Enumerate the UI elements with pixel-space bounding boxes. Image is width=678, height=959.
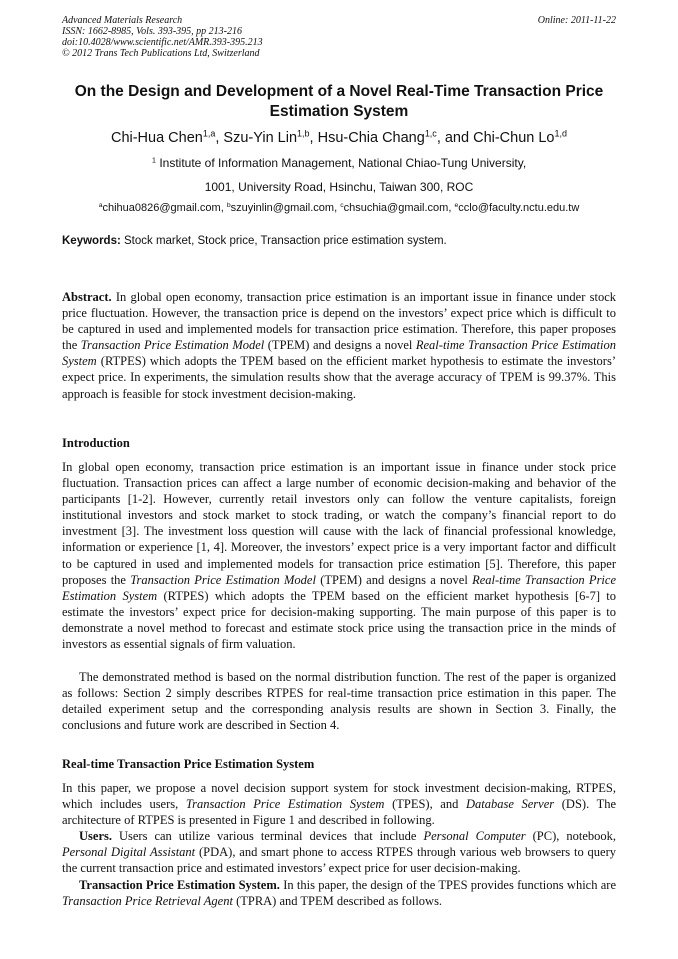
author-name: Hsu-Chia Chang: [317, 130, 425, 146]
introduction-heading: Introduction: [62, 436, 130, 450]
author-separator: ,: [309, 130, 318, 146]
journal-copyright: © 2012 Trans Tech Publications Ltd, Switzerland: [62, 48, 260, 59]
email-mark: e: [454, 201, 459, 209]
body-text: In this paper, we propose a novel decision support system for stock investment decision-making, RTPES, which includes users,: [62, 781, 616, 812]
email-address: cclo@faculty.nctu.edu.tw: [458, 202, 580, 214]
body-term: Personal Computer: [423, 829, 526, 843]
body-text: (TPES), and: [392, 797, 459, 812]
body-text: (RTPES) which adopts the TPEM based on the efficient market hypothesis [6-7] to estimate the investors’ expect price for decision-making supporting. The main purpose of this paper is to demonstrate a novel method to forecast and estimate stock price using the transaction price in the minds of investors as essential signals of firm valuation.: [62, 588, 616, 652]
body-text: In this paper, the design of the TPES provides functions which are: [283, 878, 616, 892]
email-separator: ,: [334, 202, 341, 214]
author-name: Chi-Hua Chen: [110, 130, 203, 146]
introduction-paragraph-2: The demonstrated method is based on the normal distribution function. The rest of the paper is organized as follows: Section 2 simply describes RTPES for real-time transaction price estimation in this paper. The detailed experiment setup and the corresponding analysis results are shown in Section 3. Finally, the conclusions and future work are described in Section 4.: [62, 670, 616, 733]
rtpes-paragraph-1: [62, 780, 616, 828]
body-text: (DS). The architecture of RTPES is presented in Figure 1 and described in following.: [62, 797, 617, 828]
abstract-label: Abstract.: [62, 290, 112, 304]
author-name: Szu-Yin Lin: [223, 130, 298, 146]
body-text: (TPRA) and TPEM described as follows.: [236, 894, 443, 909]
users-paragraph: [62, 828, 616, 876]
email-mark: b: [226, 201, 231, 209]
affiliation-mark: 1: [151, 155, 156, 165]
body-term: Transaction Price Retrieval Agent: [62, 894, 233, 909]
author-affiliation-mark: 1,b: [297, 128, 310, 139]
email-separator: ,: [220, 202, 227, 214]
body-term: Transaction Price Estimation Model: [130, 572, 316, 587]
introduction-paragraph-1: [62, 459, 616, 652]
abstract-text: (TPEM) and designs a novel: [267, 338, 413, 353]
online-date: Online: 2011-11-22: [537, 15, 616, 26]
journal-doi: doi:10.4028/www.scientific.net/AMR.393-395.213: [62, 37, 263, 48]
abstract-term: Transaction Price Estimation Model: [80, 338, 265, 353]
body-text: (TPEM) and designs a novel: [320, 572, 468, 587]
abstract-text: In global open economy, transaction price estimation is an important issue in finance under stock price fluctuation. However, the transaction price is depend on the investors’ expect price which is difficult to be captured in used and implemented models for transaction price estimation. Therefore, this paper proposes the: [62, 290, 616, 353]
body-text: (PDA), and smart phone to access RTPES through various web browsers to query the current transaction price and estimated investors’ expect price for user decision-making.: [62, 845, 616, 876]
body-text: (PC), notebook,: [532, 829, 617, 843]
email-mark: c: [340, 201, 344, 209]
keywords-label: Keywords:: [62, 235, 121, 247]
affiliation-line-1: [20, 156, 658, 170]
affiliation-text: Institute of Information Management, National Chiao-Tung University,: [159, 156, 527, 170]
body-term: Personal Digital Assistant: [62, 845, 196, 860]
email-address: szuyinlin@gmail.com: [230, 202, 335, 214]
users-label: Users.: [79, 829, 112, 843]
author-name: Chi-Chun Lo: [473, 130, 555, 146]
email-address: chihua0826@gmail.com: [102, 202, 221, 214]
email-separator: ,: [448, 202, 455, 214]
author-affiliation-mark: 1,a: [202, 128, 216, 139]
body-text: Users can utilize various terminal devices that include: [118, 829, 417, 843]
abstract-term: Real-time Transaction Price Estimation System: [62, 338, 616, 369]
author-separator: , and: [436, 130, 474, 146]
author-affiliation-mark: 1,d: [554, 128, 568, 139]
abstract-text: (RTPES) which adopts the TPEM based on the efficient market hypothesis to estimate the investors’ expect price. In experiments, the simulation results show that the average accuracy of TPEM is 99.37%. This approach is feasible for stock investment decision-making.: [62, 354, 617, 401]
tpes-paragraph: [62, 877, 616, 909]
journal-name: Advanced Materials Research: [62, 15, 183, 26]
author-separator: ,: [215, 130, 224, 146]
author-list: [20, 130, 658, 146]
author-affiliation-mark: 1,c: [424, 128, 437, 139]
body-term: Transaction Price Estimation System: [185, 797, 385, 812]
affiliation-line-2: 1001, University Road, Hsinchu, Taiwan 300, ROC: [204, 180, 474, 194]
keywords: [62, 235, 616, 247]
body-term: Database Server: [465, 797, 555, 812]
body-term: Real-time Transaction Price Estimation System: [62, 572, 616, 603]
keywords-text: Stock market, Stock price, Transaction price estimation system.: [124, 235, 447, 247]
journal-header: [62, 15, 616, 59]
body-text: In global open economy, transaction price estimation is an important issue in finance under stock price fluctuation. Transaction prices can affect a large number of economic decision-making and behavior of the participants [1-2]. However, currently retail investors only can follow the venture capitalists, foreign institutional investors and stock market to stock trading, or watch the company’s financial report to do investment [3]. The investment loss question will cause with the lack of financial professional knowledge, information or experience [1, 4]. Moreover, the investors’ expect price is a very important factor and difficult to be captured in used and implemented models for transaction price estimation [5]. Therefore, this paper proposes the: [62, 460, 616, 587]
rtpes-heading: Real-time Transaction Price Estimation System: [62, 757, 315, 771]
paper-title: On the Design and Development of a Novel Real-Time Transaction Price Estimation System: [74, 83, 604, 120]
abstract-paragraph: [62, 289, 616, 402]
email-mark: a: [98, 201, 103, 209]
journal-issn: ISSN: 1662-8985, Vols. 393-395, pp 213-216: [62, 26, 242, 37]
tpes-label: Transaction Price Estimation System.: [79, 878, 280, 892]
email-address: chsuchia@gmail.com: [343, 202, 449, 214]
email-list: [56, 202, 622, 214]
